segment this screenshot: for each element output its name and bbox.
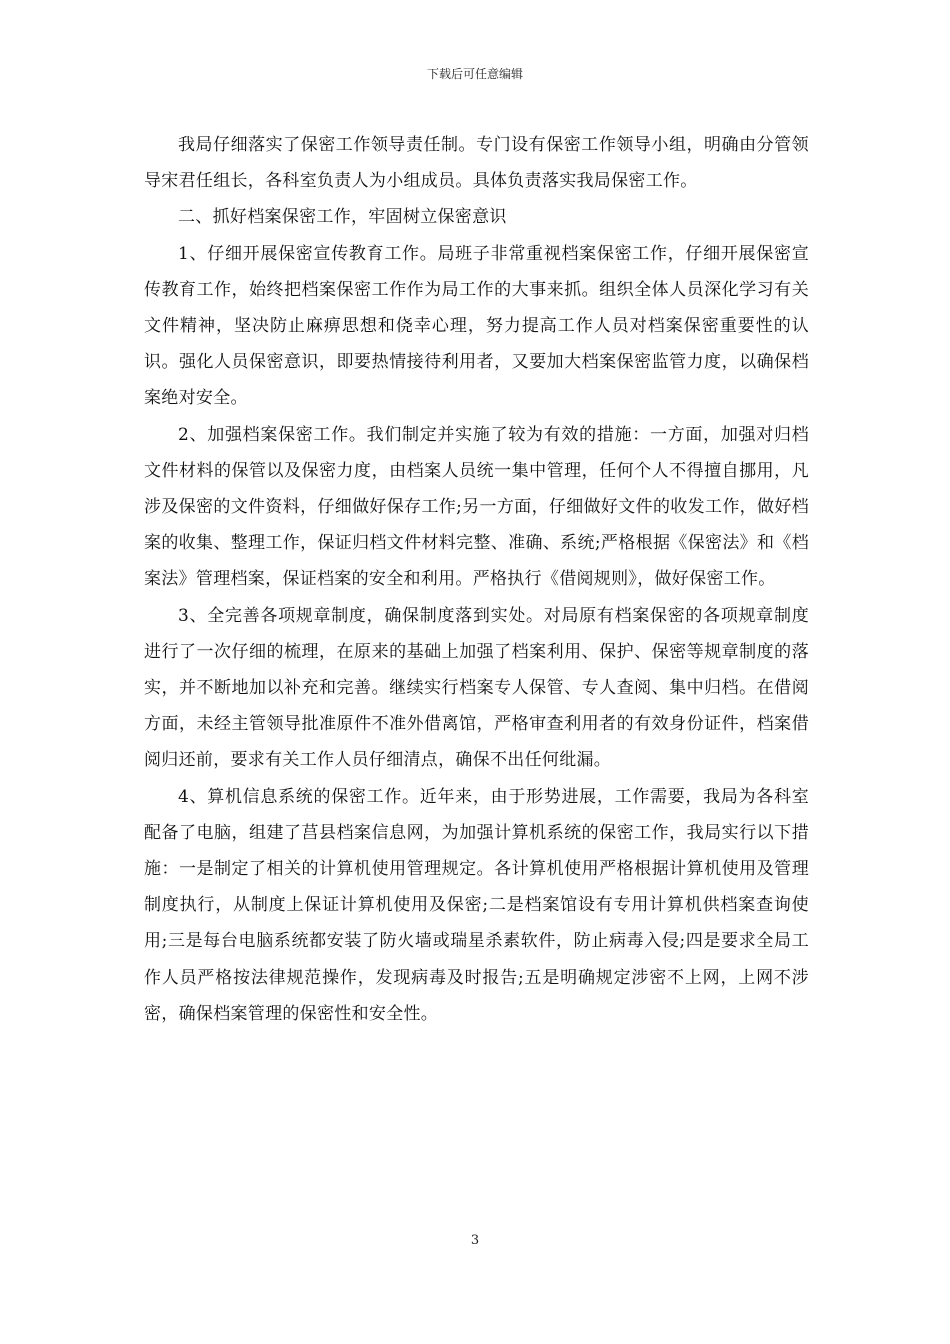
paragraph-item-2: 2、加强档案保密工作。我们制定并实施了较为有效的措施：一方面，加强对归档文件材料的保管以及保密力度，由档案人员统一集中管理，任何个人不得擅自挪用，凡涉及保密的文件资料，仔细做好保存工作;另一方面，仔细做好文件的收发工作，做好档案的收集、整理工作，保证归档文件材料完整、准确、系统;严格根据《保密法》和《档案法》管理档案，保证档案的安全和利用。严格执行《借阅规则》，做好保密工作。 xyxy=(144,424,809,590)
page-number: 3 xyxy=(470,1233,480,1248)
paragraph-item-4: 4、算机信息系统的保密工作。近年来，由于形势进展，工作需要，我局为各科室配备了电脑，组建了莒县档案信息网，为加强计算机系统的保密工作，我局实行以下措施：一是制定了相关的计算机使用管理规定。各计算机使用严格根据计算机使用及管理制度执行，从制度上保证计算机使用及保密;二是档案馆设有专用计算机供档案查询使用;三是每台电脑系统都安装了防火墙或瑞星杀素软件，防止病毒入侵;四是要求全局工作人员严格按法律规范操作，发现病毒及时报告;五是明确规定涉密不上网，上网不涉密，确保档案管理的保密性和安全性。 xyxy=(144,786,809,1024)
document-body xyxy=(144,127,809,1032)
paragraph-item-1: 1、仔细开展保密宣传教育工作。局班子非常重视档案保密工作，仔细开展保密宣传教育工作，始终把档案保密工作作为局工作的大事来抓。组织全体人员深化学习有关文件精神，坚决防止麻痹思想和侥幸心理，努力提高工作人员对档案保密重要性的认识。强化人员保密意识，即要热情接待利用者，又要加大档案保密监管力度，以确保档案绝对安全。 xyxy=(144,243,809,409)
section-heading: 二、抓好档案保密工作，牢固树立保密意识 xyxy=(178,207,507,228)
page-header: 下载后可任意编辑 xyxy=(426,67,523,81)
paragraph-item-3: 3、全完善各项规章制度，确保制度落到实处。对局原有档案保密的各项规章制度进行了一次仔细的梳理，在原来的基础上加强了档案利用、保护、保密等规章制度的落实，并不断地加以补充和完善。继续实行档案专人保管、专人查阅、集中归档。在借阅方面，未经主管领导批准原件不准外借离馆，严格审查利用者的有效身份证件，档案借阅归还前，要求有关工作人员仔细清点，确保不出任何纰漏。 xyxy=(144,605,809,771)
paragraph-leadership: 我局仔细落实了保密工作领导责任制。专门设有保密工作领导小组，明确由分管领导宋君任组长，各科室负责人为小组成员。具体负责落实我局保密工作。 xyxy=(144,135,809,192)
